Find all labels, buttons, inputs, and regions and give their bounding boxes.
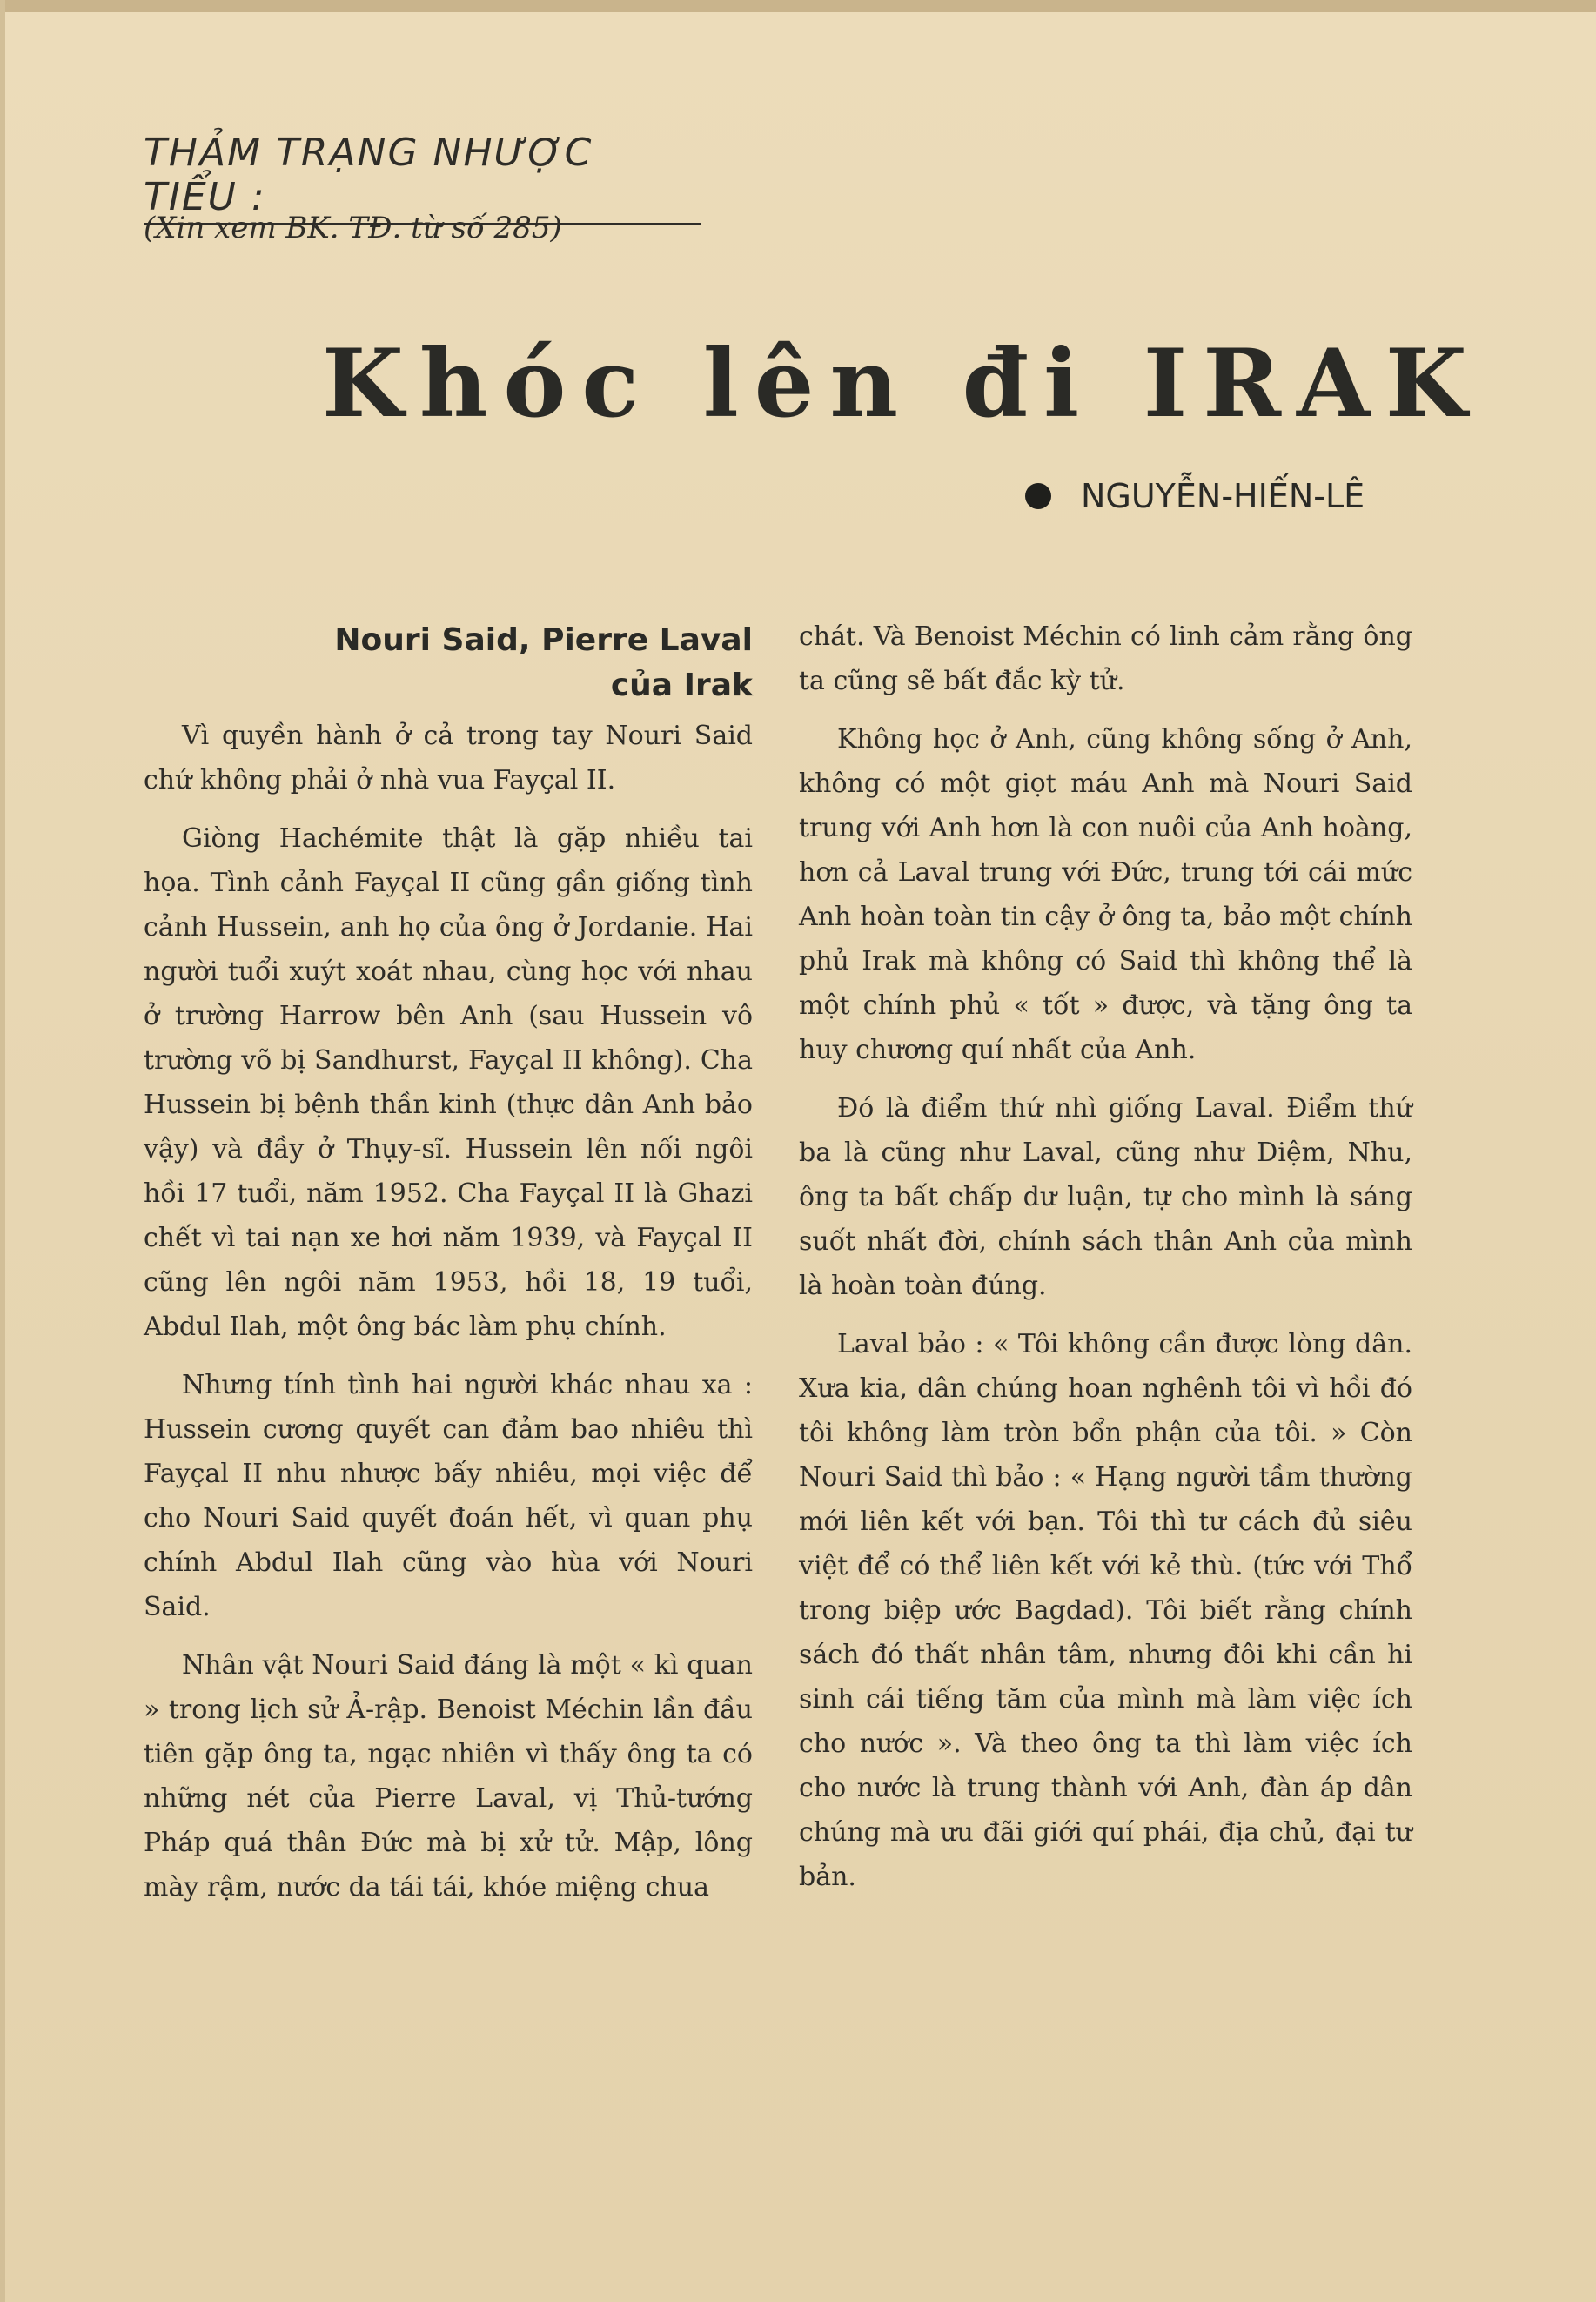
subheading	[144, 618, 753, 708]
author-byline	[1025, 477, 1365, 515]
right-column	[799, 614, 1412, 1913]
left-column	[144, 618, 753, 1923]
bullet-icon	[1025, 483, 1051, 509]
paragraph: Giòng Hachémite thật là gặp nhiều tai họa. Tình cảnh Fayçal II cũng gần giống tình cảnh Hussein, anh họ của ông ở Jordanie. Hai người tuổi xuýt xoát nhau, cùng học với nhau ở trường Harrow bên Anh (sau Hussein vô trường võ bị Sandhurst, Fayçal II không). Cha Hussein bị bệnh thần kinh (thực dân Anh bảo vậy) và đầy ở Thụy-sĩ. Hussein lên nối ngôi hồi 17 tuổi, năm 1952. Cha Fayçal II là Ghazi chết vì tai nạn xe hơi năm 1939, và Fayçal II cũng lên ngôi năm 1953, hồi 18, 19 tuổi, Abdul Ilah, một ông bác làm phụ chính.	[144, 823, 753, 1342]
paragraph: Nhưng tính tình hai người khác nhau xa : Hussein cương quyết can đảm bao nhiêu thì Fayçal II nhu nhược bấy nhiêu, mọi việc để cho Nouri Said quyết đoán hết, vì quan phụ chính Abdul Ilah cũng vào hùa với Nouri Said.	[144, 1370, 753, 1622]
see-reference-note: (Xin xem BK. TĐ. từ số 285)	[144, 211, 562, 245]
author-name: NGUYỄN-HIẾN-LÊ	[1081, 477, 1365, 515]
article-title: Khóc lên đi IRAK	[322, 329, 1483, 439]
page-left-edge	[0, 0, 5, 2302]
subheading-line-1: Nouri Said, Pierre Laval	[334, 622, 753, 658]
page-top-edge	[0, 0, 1596, 12]
paragraph: Đó là điểm thứ nhì giống Laval. Điểm thứ ba là cũng như Laval, cũng như Diệm, Nhu, ông ta bất chấp dư luận, tự cho mình là sáng suốt nhất đời, chính sách thân Anh của mình là hoàn toàn đúng.	[799, 1093, 1412, 1301]
section-label: THẢM TRẠNG NHƯỢC TIỂU :	[144, 131, 701, 225]
paragraph: Vì quyền hành ở cả trong tay Nouri Said chứ không phải ở nhà vua Fayçal II.	[144, 721, 753, 795]
paragraph: Laval bảo : « Tôi không cần được lòng dân. Xưa kia, dân chúng hoan nghênh tôi vì hồi đó tôi không làm tròn bổn phận của tôi. » Còn Nouri Said thì bảo : « Hạng người tầm thường mới liên kết với bạn. Tôi thì tư cách đủ siêu việt để có thể liên kết với kẻ thù. (tức với Thổ trong biệp ước Bagdad). Tôi biết rằng chính sách đó thất nhân tâm, nhưng đôi khi cần hi sinh cái tiếng tăm của mình mà làm việc ích cho nước ». Và theo ông ta thì làm việc ích cho nước là trung thành với Anh, đàn áp dân chúng mà ưu đãi giới quí phái, địa chủ, đại tư bản.	[799, 1329, 1412, 1892]
paragraph: Không học ở Anh, cũng không sống ở Anh, không có một giọt máu Anh mà Nouri Said trung với Anh hơn là con nuôi của Anh hoàng, hơn cả Laval trung với Đức, trung tới cái mức Anh hoàn toàn tin cậy ở ông ta, bảo một chính phủ Irak mà không có Said thì không thể là một chính phủ « tốt » được, và tặng ông ta huy chương quí nhất của Anh.	[799, 724, 1412, 1065]
subheading-line-2: của Irak	[610, 668, 753, 703]
paragraph: Nhân vật Nouri Said đáng là một « kì quan » trong lịch sử Ả-rập. Benoist Méchin lần đầu tiên gặp ông ta, ngạc nhiên vì thấy ông ta có những nét của Pierre Laval, vị Thủ-tướng Pháp quá thân Đức mà bị xử tử. Mập, lông mày rậm, nước da tái tái, khóe miệng chua	[144, 1650, 753, 1903]
paragraph: chát. Và Benoist Méchin có linh cảm rằng ông ta cũng sẽ bất đắc kỳ tử.	[799, 621, 1412, 696]
